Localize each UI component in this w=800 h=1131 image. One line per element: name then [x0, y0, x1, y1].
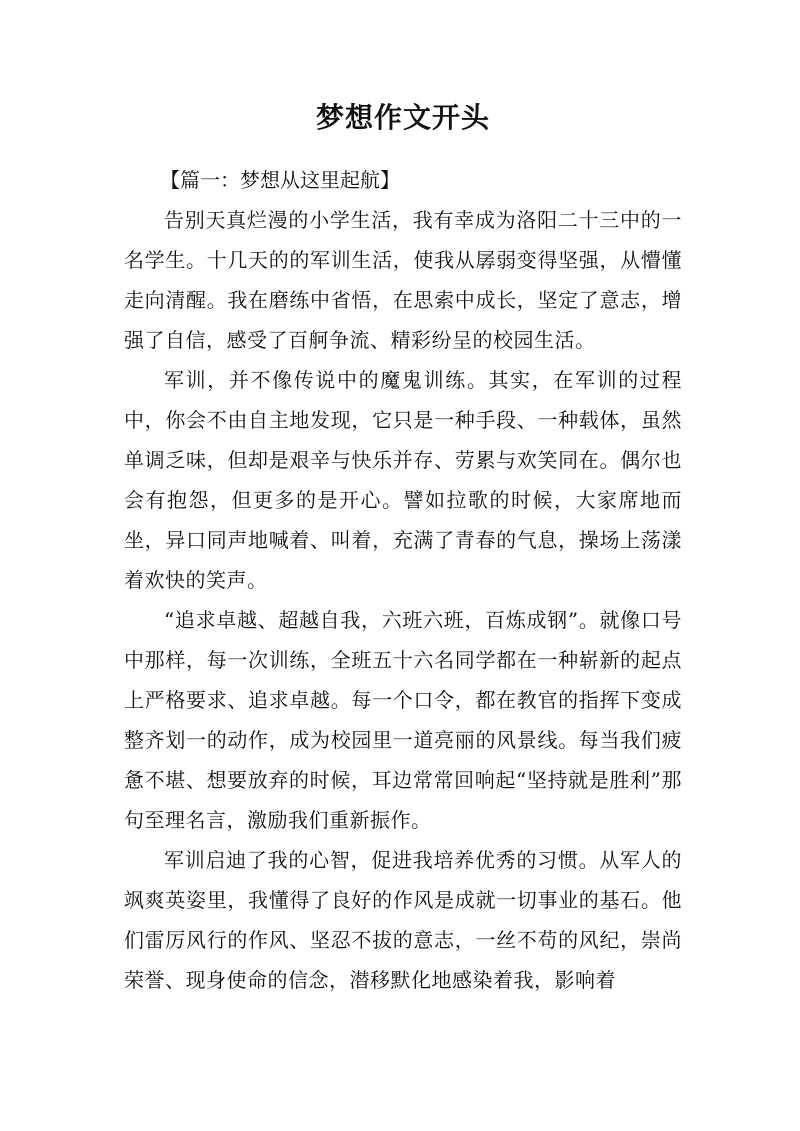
paragraph-4: 军训启迪了我的心智，促进我培养优秀的习惯。从军人的飒爽英姿里，我懂得了良好的作风是成就一切事业的基石。他们雷厉风行的作风、坚忍不拔的意志，一丝不苟的风纪，崇尚荣誉、现身使命的信念，潜移默化地感染着我，影响着	[124, 848, 682, 992]
section-heading: 【篇一：梦想从这里起航】	[160, 168, 400, 192]
paragraph-3: “追求卓越、超越自我，六班六班，百炼成钢”。就像口号中那样，每一次训练，全班五十六名同学都在一种崭新的起点上严格要求、追求卓越。每一个口令，都在教官的指挥下变成整齐划一的动作，成为校园里一道亮丽的风景线。每当我们疲惫不堪、想要放弃的时候，耳边常常回响起“坚持就是胜利”那句至理名言，激励我们重新振作。	[124, 608, 682, 832]
paragraph-2: 军训，并不像传说中的魔鬼训练。其实，在军训的过程中，你会不由自主地发现，它只是一种手段、一种载体，虽然单调乏味，但却是艰辛与快乐并存、劳累与欢笑同在。偶尔也会有抱怨，但更多的是开心。譬如拉歌的时候，大家席地而坐，异口同声地喊着、叫着，充满了青春的气息，操场上荡漾着欢快的笑声。	[124, 368, 682, 592]
paragraph-1: 告别天真烂漫的小学生活，我有幸成为洛阳二十三中的一名学生。十几天的的军训生活，使我从孱弱变得坚强，从懵懂走向清醒。我在磨练中省悟，在思索中成长，坚定了意志，增强了自信，感受了百舸争流、精彩纷呈的校园生活。	[124, 208, 682, 352]
document-title: 梦想作文开头	[315, 101, 490, 134]
